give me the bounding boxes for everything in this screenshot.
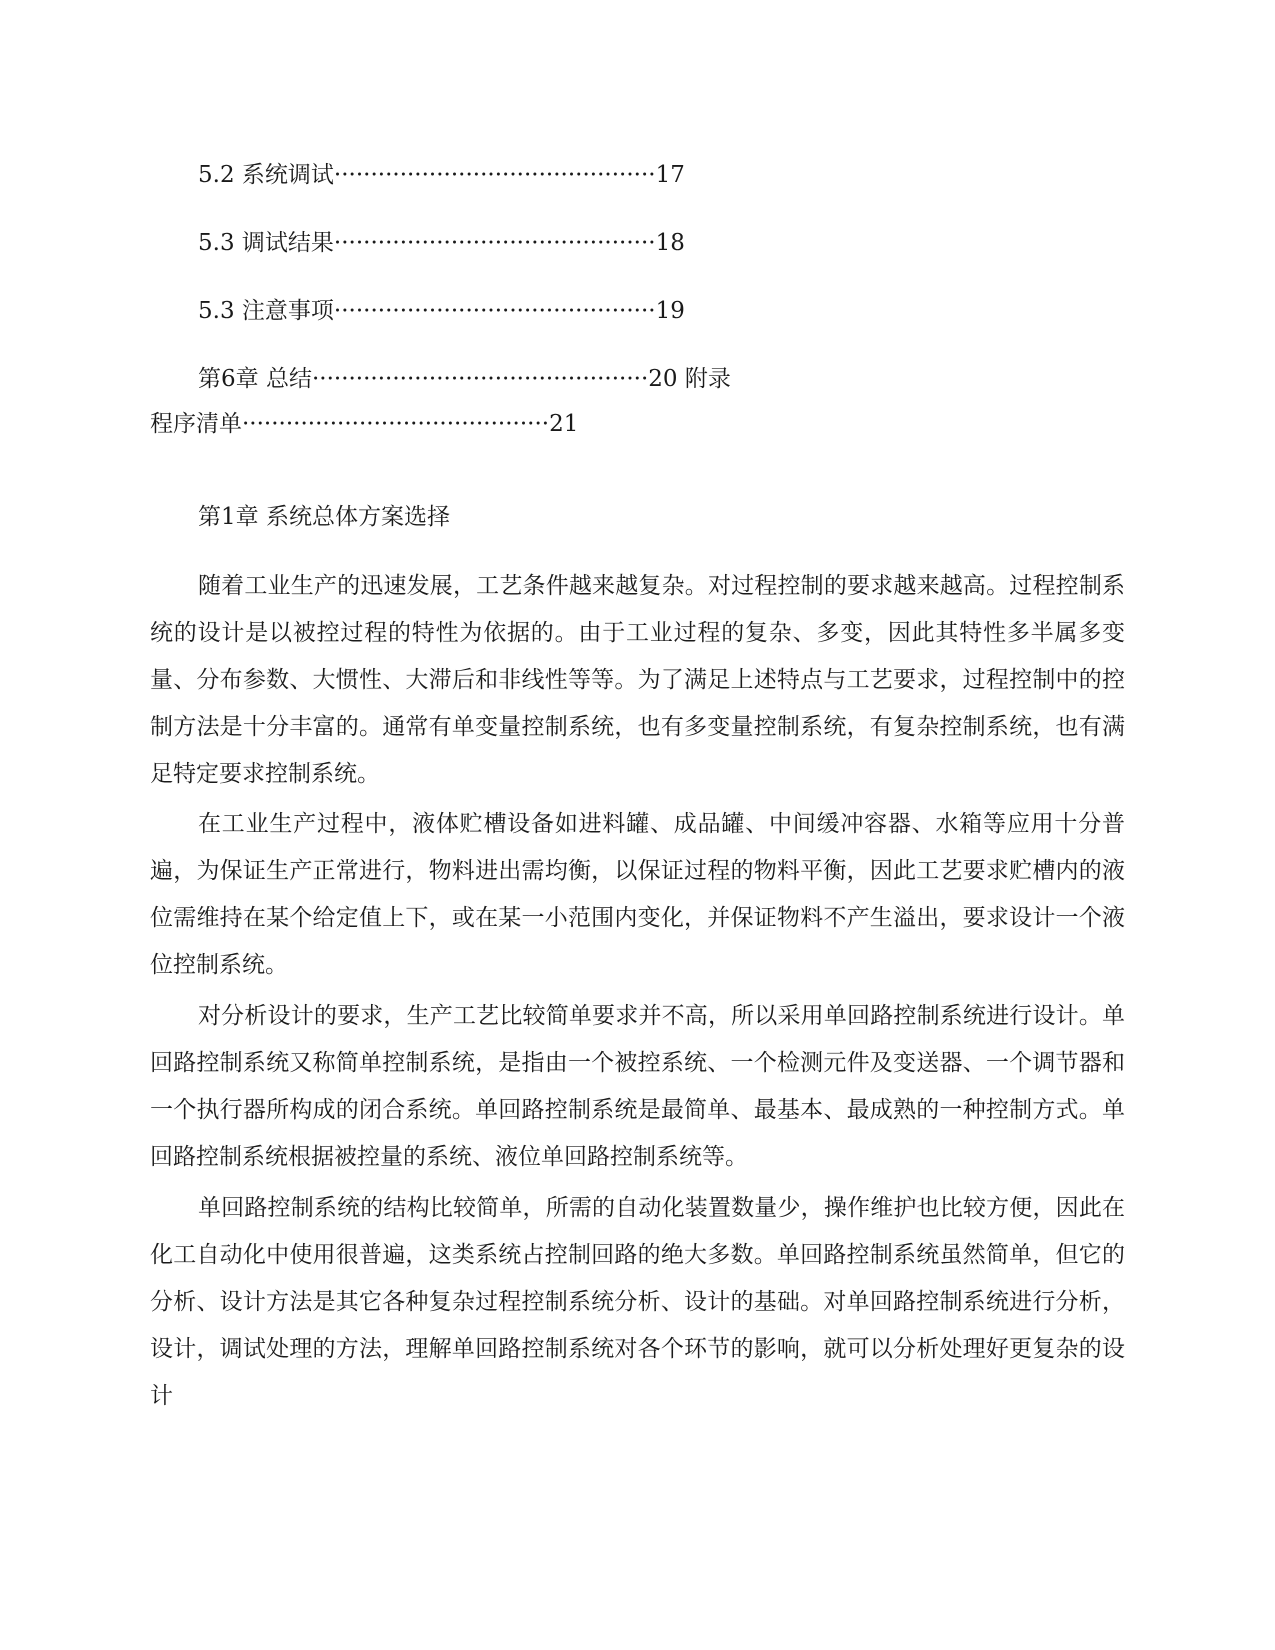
paragraph-4: 单回路控制系统的结构比较简单，所需的自动化装置数量少，操作维护也比较方便，因此在化工自动化中使用很普遍，这类系统占控制回路的绝大多数。单回路控制系统虽然简单，但它的分析、设计方法是其它各种复杂过程控制系统分析、设计的基础。对单回路控制系统进行分析，设计，调试处理的方法，理解单回路控制系统对各个环节的影响，就可以分析处理好更复杂的设计 <box>150 1195 1125 1409</box>
paragraph-2: 在工业生产过程中，液体贮槽设备如进料罐、成品罐、中间缓冲容器、水箱等应用十分普遍，为保证生产正常进行，物料进出需均衡，以保证过程的物料平衡，因此工艺要求贮槽内的液位需维持在某个给定值上下，或在某一小范围内变化，并保证物料不产生溢出，要求设计一个液位控制系统。 <box>150 811 1125 978</box>
toc-item-chapter-6: 第6章 总结··············································20 附录 <box>198 366 731 392</box>
toc-item-5-2: 5.2 系统调试············································17 <box>198 162 685 188</box>
chapter-title: 第1章 系统总体方案选择 <box>198 504 450 530</box>
paragraph-1: 随着工业生产的迅速发展，工艺条件越来越复杂。对过程控制的要求越来越高。过程控制系统的设计是以被控过程的特性为依据的。由于工业过程的复杂、多变，因此其特性多半属多变量、分布参数、大惯性、大滞后和非线性等等。为了满足上述特点与工艺要求，过程控制中的控制方法是十分丰富的。通常有单变量控制系统，也有多变量控制系统，有复杂控制系统，也有满足特定要求控制系统。 <box>150 573 1125 787</box>
toc-item-5-3-notes: 5.3 注意事项············································19 <box>198 298 685 324</box>
toc-item-5-3-results: 5.3 调试结果············································18 <box>198 230 685 256</box>
toc-item-program-list: 程序清单··········································21 <box>150 411 579 437</box>
paragraph-3: 对分析设计的要求，生产工艺比较简单要求并不高，所以采用单回路控制系统进行设计。单回路控制系统又称简单控制系统，是指由一个被控系统、一个检测元件及变送器、一个调节器和一个执行器所构成的闭合系统。单回路控制系统是最简单、最基本、最成熟的一种控制方式。单回路控制系统根据被控量的系统、液位单回路控制系统等。 <box>150 1003 1125 1170</box>
